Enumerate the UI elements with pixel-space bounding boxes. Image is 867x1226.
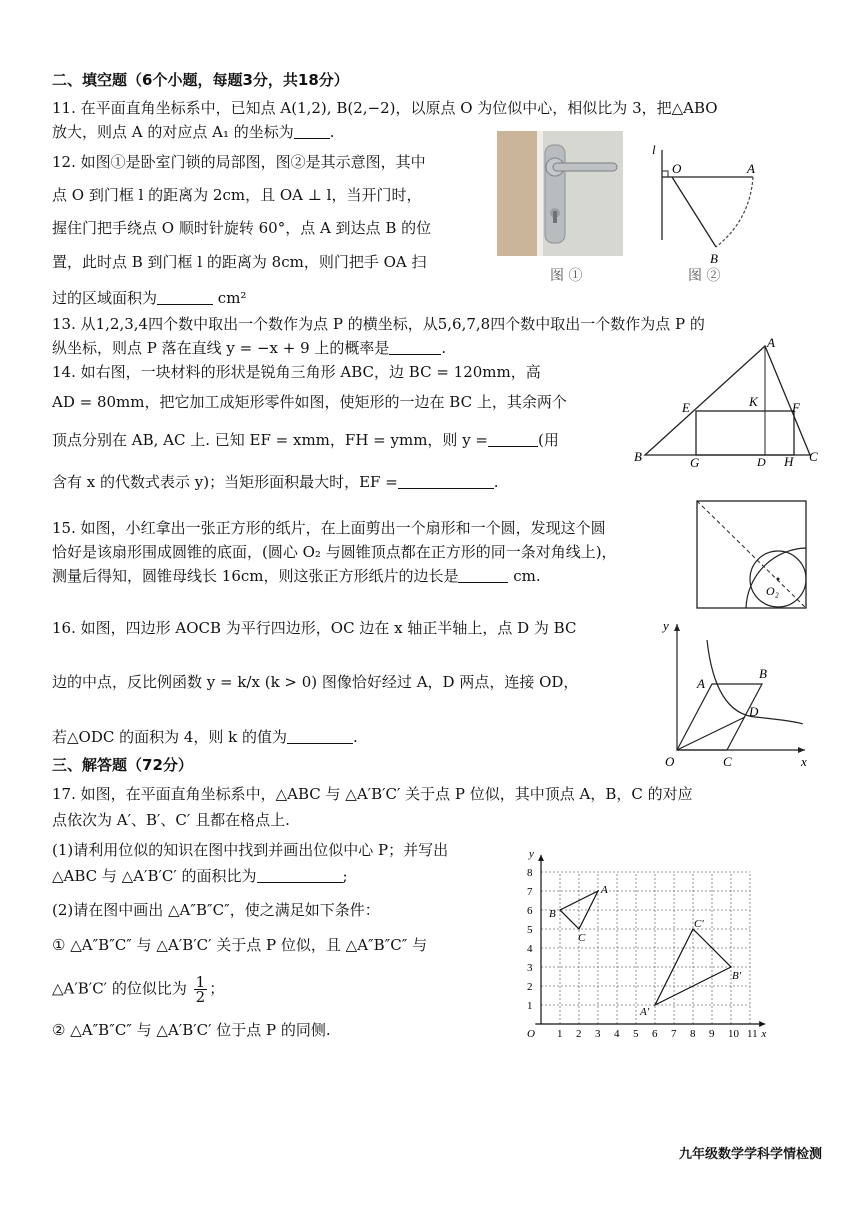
x-axis-label: x — [761, 1028, 767, 1038]
q16-line3 — [52, 727, 358, 747]
q15-line2: 恰好是该扇形围成圆锥的底面，(圆心 O₂ 与圆锥顶点都在正方形的同一条对角线上)， — [52, 543, 617, 561]
segment-OB — [672, 177, 716, 247]
q17-part1-b — [52, 866, 348, 886]
triangle-rectangle-diagram — [632, 335, 822, 470]
label-C: C — [578, 932, 586, 944]
x-tick-label: 7 — [671, 1028, 677, 1038]
label-y: y — [663, 618, 669, 633]
q17-cond1: ① △A″B″C″ 与 △A′B′C′ 关于点 P 位似，且 △A″B″C″ 与 — [52, 936, 428, 954]
q12-line4: 置，此时点 B 到门框 l 的距离为 8cm，则门把手 OA 扫 — [52, 253, 427, 271]
x-axis-arrow — [798, 747, 805, 753]
q11-answer-blank — [294, 124, 330, 139]
q14-period: . — [493, 473, 499, 491]
q14-line1: 14. 如右图，一块材料的形状是锐角三角形 ABC，边 BC = 120mm，高 — [52, 363, 541, 381]
label-x: x — [801, 754, 807, 769]
origin-label: O — [527, 1028, 535, 1038]
x-tick-label: 1 — [557, 1028, 563, 1038]
label-B-prime: B′ — [732, 970, 742, 982]
q15-line1: 15. 如图，小红拿出一张正方形的纸片，在上面剪出一个扇形和一个圆，发现这个圆 — [52, 519, 606, 537]
label-C: C — [723, 754, 732, 769]
label-B: B — [549, 908, 556, 920]
square-sector-diagram — [696, 500, 808, 610]
q17-semicolon: ; — [342, 867, 348, 885]
y-tick-label: 5 — [527, 924, 533, 936]
fig1-caption: 图 ① — [550, 268, 583, 284]
rotation-arc — [716, 177, 753, 247]
q17-text: △ABC 与 △A′B′C′ 的面积比为 — [52, 867, 257, 885]
label-A: A — [601, 884, 608, 896]
y-axis-label: y — [529, 847, 534, 860]
q14-blank-y — [488, 432, 538, 447]
label-A: A — [767, 335, 775, 350]
q15-line3 — [52, 566, 541, 586]
q14-text-b: (用 — [538, 431, 559, 449]
y-tick-label: 6 — [527, 905, 533, 917]
label-A: A — [747, 161, 755, 176]
y-tick-label: 7 — [527, 886, 533, 898]
q15-text: 测量后得知，圆锥母线长 16cm，则这张正方形纸片的边长是 — [52, 567, 459, 585]
q17-semicolon-2: ； — [209, 979, 225, 998]
label-H: H — [784, 454, 794, 469]
q13-period: . — [441, 339, 447, 357]
y-tick-label: 1 — [527, 1000, 533, 1012]
label-l: l — [652, 142, 656, 157]
center-O2 — [777, 578, 780, 581]
label-O2: O₂ — [766, 584, 779, 598]
q11-line2 — [52, 122, 335, 142]
q14-text-c: 含有 x 的代数式表示 y)；当矩形面积最大时，EF = — [52, 473, 398, 491]
x-tick-label: 3 — [595, 1028, 601, 1038]
q11-period: . — [329, 123, 335, 141]
x-tick-label: 5 — [633, 1028, 639, 1038]
y-tick-label: 4 — [527, 943, 533, 955]
q17-cond1-b — [52, 975, 224, 1004]
x-tick-label: 8 — [690, 1028, 696, 1038]
q14-line3 — [52, 430, 559, 450]
fraction-numerator: 1 — [195, 973, 206, 991]
x-axis-arrow — [759, 1021, 765, 1027]
rectangle-EFHG — [696, 411, 794, 455]
q12-line1: 12. 如图①是卧室门锁的局部图，图②是其示意图，其中 — [52, 153, 426, 171]
x-tick-label: 10 — [728, 1028, 739, 1038]
q17-line2: 点依次为 A′、B′、C′ 且都在格点上. — [52, 811, 290, 829]
y-axis-arrow — [538, 855, 544, 861]
diagonal-dashed — [697, 501, 806, 608]
section-answer-title: 三、解答题（72分） — [52, 756, 193, 774]
y-axis-arrow — [674, 624, 680, 631]
q13-line2 — [52, 338, 446, 358]
q12-answer-blank — [157, 290, 213, 305]
q12-unit: cm² — [217, 289, 247, 307]
coordinate-grid — [515, 838, 775, 1038]
label-O: O — [665, 754, 675, 769]
label-G: G — [690, 455, 700, 470]
segment-OD — [677, 717, 745, 750]
q12-line5 — [52, 288, 246, 308]
parallelogram-hyperbola-diagram — [655, 618, 813, 770]
y-tick-label: 2 — [527, 981, 533, 993]
door-handle-diagram — [640, 140, 765, 266]
q14-line4 — [52, 472, 499, 492]
q17-ratio-text: △A′B′C′ 的位似比为 — [52, 979, 187, 998]
label-O: O — [672, 161, 682, 176]
x-tick-label: 11 — [747, 1028, 758, 1038]
q14-blank-EF — [398, 474, 494, 489]
triangle-ABC — [645, 346, 810, 455]
door-lock-drawing — [497, 131, 623, 256]
q16-period: . — [353, 728, 358, 746]
fraction-one-half — [194, 975, 208, 1004]
label-A-prime: A′ — [640, 1006, 650, 1018]
label-B: B — [759, 666, 767, 681]
label-D: D — [749, 704, 759, 719]
q16-answer-blank — [287, 729, 353, 744]
label-C: C — [809, 449, 818, 464]
label-B: B — [710, 251, 718, 266]
label-F: F — [792, 400, 800, 415]
right-angle-mark — [662, 171, 668, 177]
q12-line3: 握住门把手绕点 O 顺时针旋转 60°，点 A 到达点 B 的位 — [52, 219, 432, 237]
q14-line2: AD = 80mm，把它加工成矩形零件如图，使矩形的一边在 BC 上，其余两个 — [52, 393, 567, 411]
q11-text: 放大，则点 A 的对应点 A₁ 的坐标为 — [52, 123, 294, 141]
q12-line2: 点 O 到门框 l 的距离为 2cm，且 OA ⊥ l，当开门时， — [52, 186, 422, 204]
y-tick-label: 3 — [527, 962, 533, 974]
label-E: E — [682, 400, 690, 415]
q16-text: 若△ODC 的面积为 4，则 k 的值为 — [52, 728, 288, 746]
q17-part2: (2)请在图中画出 △A″B″C″，使之满足如下条件： — [52, 901, 380, 919]
q17-answer-blank — [257, 868, 343, 883]
q15-unit: cm. — [513, 567, 541, 585]
label-K: K — [749, 394, 758, 409]
fraction-denominator: 2 — [195, 988, 206, 1006]
q17-part1: (1)请利用位似的知识在图中找到并画出位似中心 P；并写出 — [52, 841, 449, 859]
q12-text: 过的区域面积为 — [52, 289, 158, 307]
x-tick-label: 9 — [709, 1028, 715, 1038]
label-D: D — [757, 455, 766, 469]
q16-line2: 边的中点，反比例函数 y = k/x (k > 0) 图像恰好经过 A，D 两点，连接 OD， — [52, 673, 579, 691]
y-tick-label: 8 — [527, 867, 533, 879]
label-A: A — [697, 676, 705, 691]
q17-cond2: ② △A″B″C″ 与 △A′B′C′ 位于点 P 的同侧. — [52, 1021, 331, 1039]
q13-answer-blank — [389, 340, 441, 355]
q15-answer-blank — [458, 568, 508, 583]
x-tick-label: 4 — [614, 1028, 620, 1038]
x-tick-label: 6 — [652, 1028, 658, 1038]
q16-line1: 16. 如图，四边形 AOCB 为平行四边形，OC 边在 x 轴正半轴上，点 D 为 BC — [52, 619, 577, 637]
q13-line1: 13. 从1,2,3,4四个数中取出一个数作为点 P 的横坐标，从5,6,7,8四个数中取出一个数作为点 P 的 — [52, 315, 705, 333]
q17-line1: 17. 如图，在平面直角坐标系中，△ABC 与 △A′B′C′ 关于点 P 位似，其中顶点 A，B，C 的对应 — [52, 785, 693, 803]
q14-text-a: 顶点分别在 AB, AC 上. 已知 EF = xmm，FH = ymm，则 y = — [52, 431, 489, 449]
door-lock-photo — [497, 131, 623, 256]
section-fill-title: 二、填空题（6个小题，每题3分，共18分） — [52, 71, 349, 89]
q11-line1: 11. 在平面直角坐标系中，已知点 A(1,2), B(2,−2)，以原点 O 为位似中心，相似比为 3，把△ABO — [52, 99, 718, 117]
q13-text: 纵坐标，则点 P 落在直线 y = −x + 9 上的概率是 — [52, 339, 390, 357]
label-C-prime: C′ — [694, 918, 704, 930]
fig2-caption: 图 ② — [688, 268, 721, 284]
label-B: B — [634, 449, 642, 464]
footer-label: 九年级数学学科学情检测 — [678, 1147, 822, 1162]
x-tick-label: 2 — [576, 1028, 582, 1038]
